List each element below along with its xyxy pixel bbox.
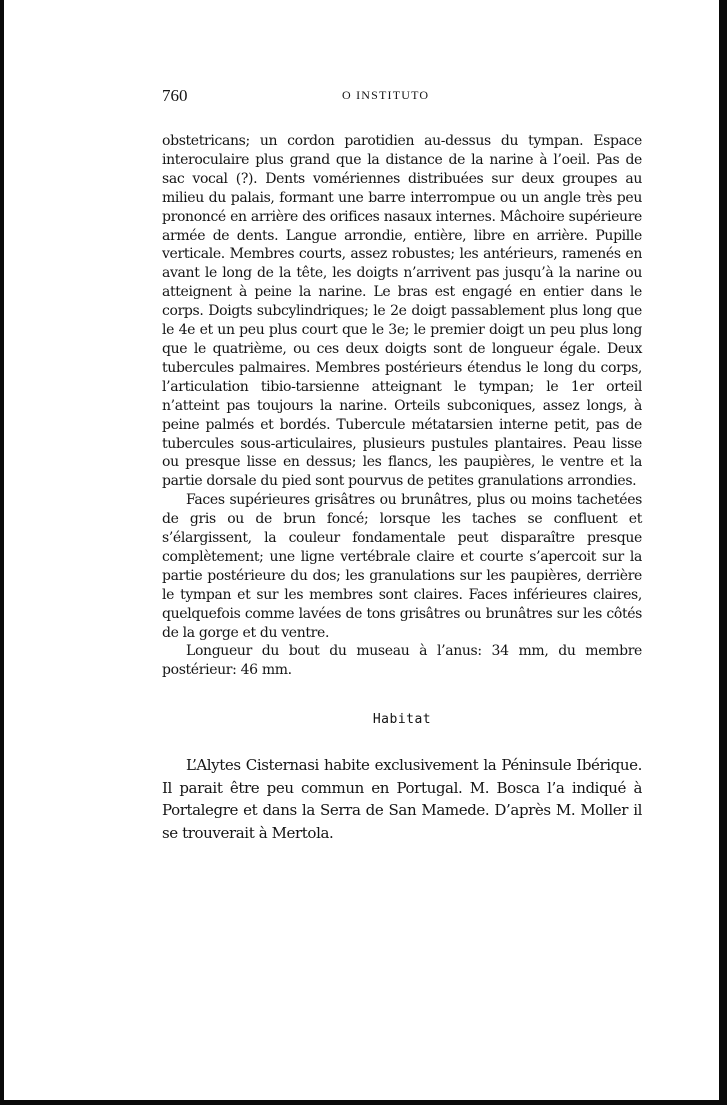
journal-title: O INSTITUTO [342, 88, 430, 102]
scan-border-left [0, 0, 4, 1105]
body-text [162, 132, 642, 680]
habitat-text [162, 754, 642, 844]
habitat-paragraph: L’Alytes Cisternasi habite exclusivement la Péninsule Ibérique. Il parait être peu commun en Portugal. M. Bosca l’a indiqué à Portalegre et dans la Serra de San Mamede. D’après M. Moller il se trouverait à Mertola. [162, 756, 642, 842]
running-head [162, 86, 642, 116]
page-number: 760 [162, 86, 188, 105]
description-paragraph: obstetricans; un cordon parotidien au-dessus du tympan. Espace interoculaire plus grand que la distance de la narine à l’oeil. Pas de sac vocal (?). Dents vomériennes distribuées sur deux groupes au milieu du palais, formant une barre interrompue ou un angle très peu prononcé en arrière des orifices nasaux internes. Mâchoire supérieure armée de dents. Langue arrondie, entière, libre en arrière. Pupille verticale. Membres courts, assez robustes; les antérieurs, ramenés en avant le long de la tête, les doigts n’arrivent pas jusqu’à la narine ou atteignent à peine la narine. Le bras est engagé en entier dans le corps. Doigts subcylindriques; le 2e doigt passablement plus long que le 4e et un peu plus court que le 3e; le premier doigt un peu plus long que le quatrième, ou ces deux doigts sont de longueur égale. Deux tubercules palmaires. Membres postérieurs étendus le long du corps, l’articulation tibio-tarsienne atteignant le tympan; le 1er orteil n’atteint pas toujours la narine. Orteils subconiques, assez longs, à peine palmés et bordés. Tubercule métatarsien interne petit, pas de tubercules sous-articulaires, plusieurs pustules plantaires. Peau lisse ou presque lisse en dessus; les flancs, les paupières, le ventre et la partie dorsale du pied sont pourvus de petites granulations arrondies. [162, 133, 642, 490]
scan-border-bottom [0, 1100, 727, 1105]
document-page [162, 86, 642, 844]
section-heading-habitat: Habitat [372, 712, 432, 728]
scan-border-right [719, 0, 727, 1105]
measurements-paragraph: Longueur du bout du museau à l’anus: 34 mm, du membre postérieur: 46 mm. [162, 643, 642, 679]
coloration-paragraph: Faces supérieures grisâtres ou brunâtres, plus ou moins tachetées de gris ou de brun foncé; lorsque les taches se confluent et s’élargissent, la couleur fondamentale peut disparaître presque complètement; une ligne vertébrale claire et courte s’apercoit sur la partie postérieure du dos; les granulations sur les paupières, derrière le tympan et sur les membres sont claires. Faces inférieures claires, quelquefois comme lavées de tons grisâtres ou brunâtres sur les côtés de la gorge et du ventre. [162, 492, 642, 641]
